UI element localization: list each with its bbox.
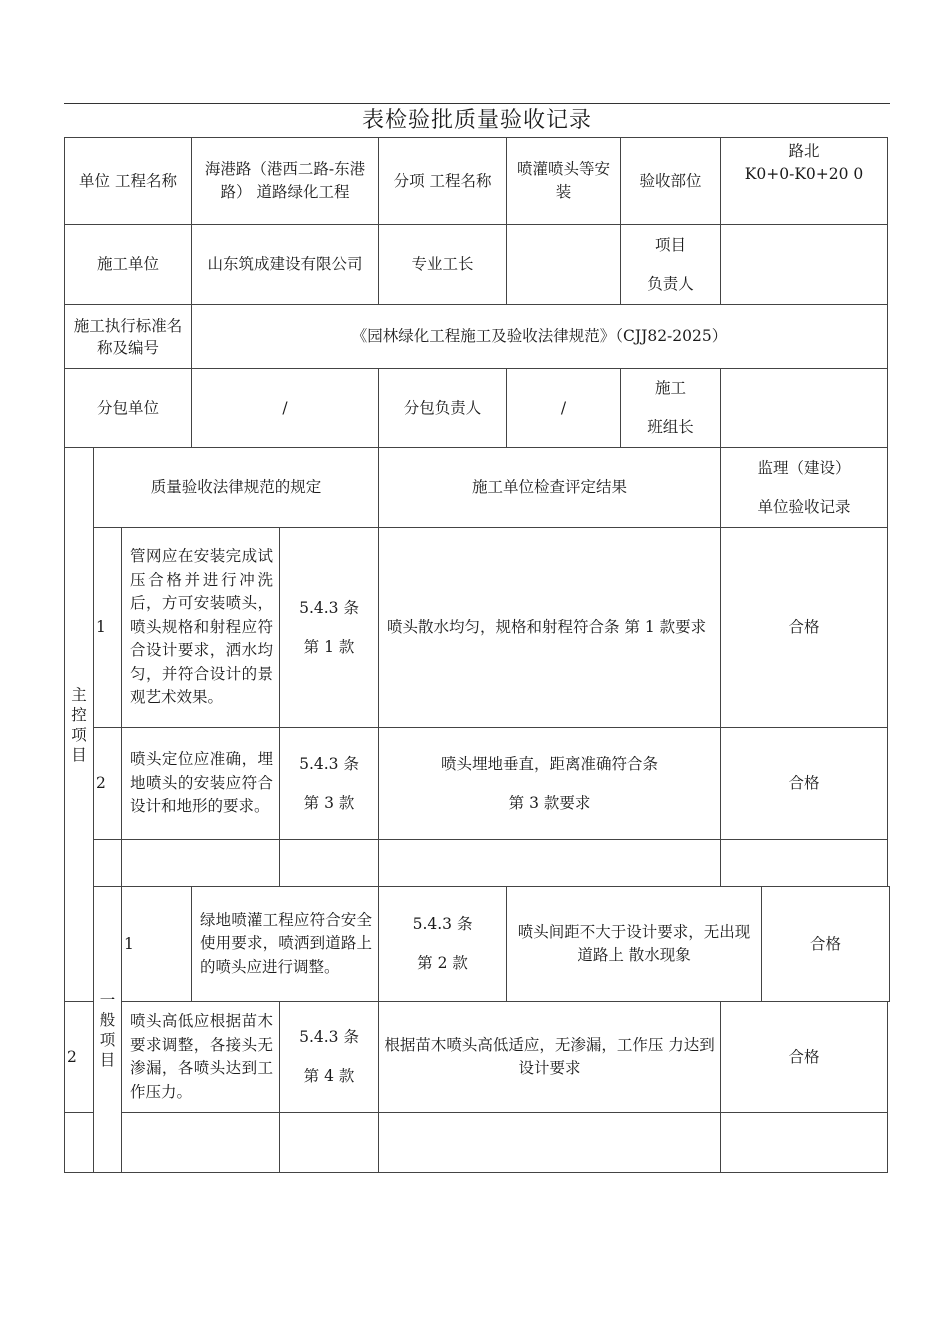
clause-line2: 第 2 款 — [417, 954, 468, 972]
clause-line2: 第 1 款 — [303, 637, 355, 656]
check-result: 喷头间距不大于设计要求，无出现道路上 散水现象 — [507, 887, 762, 1002]
requirement-text: 喷头高低应根据苗木要求调整，各接头无渗漏，各喷头达到工作压力。 — [122, 1002, 280, 1113]
clause-ref — [280, 528, 379, 728]
sub-leader-value: / — [507, 369, 621, 448]
empty-cell — [379, 840, 721, 887]
empty-cell — [280, 840, 379, 887]
subcontractor-value: / — [192, 369, 379, 448]
table-row — [65, 887, 890, 1002]
project-leader-label — [621, 225, 721, 305]
clause-line1: 5.4.3 条 — [299, 598, 359, 617]
clause-line2: 第 3 款 — [303, 793, 355, 812]
sub-project-label: 分项 工程名称 — [379, 138, 507, 225]
clause-ref — [280, 1002, 379, 1113]
inspection-record-table — [64, 137, 890, 1173]
requirement-text: 管网应在安装完成试压合格并进行冲洗后，方可安装喷头，喷头规格和射程应符合设计要求，洒水均匀，并符合设计的景观艺术效果。 — [122, 528, 280, 728]
empty-cell — [122, 840, 280, 887]
foreman-value — [507, 225, 621, 305]
clause-line1: 5.4.3 条 — [299, 754, 359, 773]
row-number: 1 — [94, 528, 122, 728]
acceptance-part-label: 验收部位 — [621, 138, 721, 225]
verdict: 合格 — [721, 528, 888, 728]
standard-value: 《园林绿化工程施工及验收法律规范》（CJJ82-2025） — [192, 305, 888, 369]
team-leader-label-line1: 施工 — [655, 379, 687, 397]
acceptance-part-line2: K0+0-K0+20 0 — [744, 165, 864, 183]
clause-line1: 5.4.3 条 — [412, 915, 473, 933]
clause-ref — [379, 887, 507, 1002]
empty-cell — [122, 1113, 280, 1173]
project-leader-label-line2: 负责人 — [647, 274, 694, 293]
sub-project-value: 喷灌喷头等安 装 — [507, 138, 621, 225]
column-header-row — [65, 448, 890, 528]
info-row-construction — [65, 225, 890, 305]
check-result: 根据苗木喷头高低适应，无渗漏，工作压 力达到设计要求 — [379, 1002, 721, 1113]
column-header-result: 施工单位检查评定结果 — [379, 448, 721, 528]
table-row — [65, 528, 890, 728]
row-number: 2 — [94, 728, 122, 840]
clause-line1: 5.4.3 条 — [299, 1028, 359, 1046]
foreman-label: 专业工长 — [379, 225, 507, 305]
verdict: 合格 — [721, 1002, 888, 1113]
column-header-supervision — [721, 448, 888, 528]
acceptance-part-value — [721, 138, 888, 225]
column-header-spec: 质量验收法律规范的规定 — [94, 448, 379, 528]
check-result-line1: 喷头埋地垂直，距离准确符合条 — [441, 754, 659, 773]
verdict: 合格 — [762, 887, 890, 1002]
table-row-empty — [65, 840, 890, 887]
clause-ref — [280, 728, 379, 840]
construction-unit-label: 施工单位 — [65, 225, 192, 305]
requirement-text: 喷头定位应准确，埋地喷头的安装应符合设计和地形的要求。 — [122, 728, 280, 840]
row-number: 2 — [65, 1002, 94, 1113]
info-row-standard — [65, 305, 890, 369]
verdict: 合格 — [721, 728, 888, 840]
empty-cell — [721, 840, 888, 887]
check-result: 喷头散水均匀，规格和射程符合条 第 1 款要求 — [379, 528, 721, 728]
empty-cell — [94, 840, 122, 887]
sub-leader-label: 分包负责人 — [379, 369, 507, 448]
table-row — [65, 728, 890, 840]
unit-project-value: 海港路（港西二路-东港路） 道路绿化工程 — [192, 138, 379, 225]
empty-cell — [65, 1113, 94, 1173]
row-number: 1 — [122, 887, 192, 1002]
project-leader-value — [721, 225, 888, 305]
info-row-project — [65, 138, 890, 225]
column-header-supervision-line2: 单位验收记录 — [757, 497, 851, 516]
empty-cell — [280, 1113, 379, 1173]
table-row — [65, 1002, 890, 1113]
main-items-group-label: 主控项目 — [65, 448, 94, 1002]
requirement-text: 绿地喷灌工程应符合安全使用要求，喷洒到道路上的喷头应进行调整。 — [192, 887, 379, 1002]
document-title: 表检验批质量验收记录 — [361, 108, 592, 133]
team-leader-label-line2: 班组长 — [647, 418, 694, 436]
column-header-supervision-line1: 监理（建设） — [757, 458, 851, 477]
subcontractor-label: 分包单位 — [65, 369, 192, 448]
team-leader-label — [621, 369, 721, 448]
empty-cell — [721, 1113, 888, 1173]
project-leader-label-line1: 项目 — [655, 235, 687, 254]
info-row-subcontractor — [65, 369, 890, 448]
construction-unit-value: 山东筑成建设有限公司 — [192, 225, 379, 305]
table-row-empty — [65, 1113, 890, 1173]
check-result — [379, 728, 721, 840]
acceptance-part-line1: 路北 — [788, 142, 820, 160]
check-result-line2: 第 3 款要求 — [508, 793, 591, 812]
standard-label: 施工执行标准名称及编号 — [65, 305, 192, 369]
general-items-group-label: 一般项目 — [94, 887, 122, 1173]
clause-line2: 第 4 款 — [303, 1067, 355, 1085]
empty-cell — [379, 1113, 721, 1173]
unit-project-label: 单位 工程名称 — [65, 138, 192, 225]
team-leader-value — [721, 369, 888, 448]
